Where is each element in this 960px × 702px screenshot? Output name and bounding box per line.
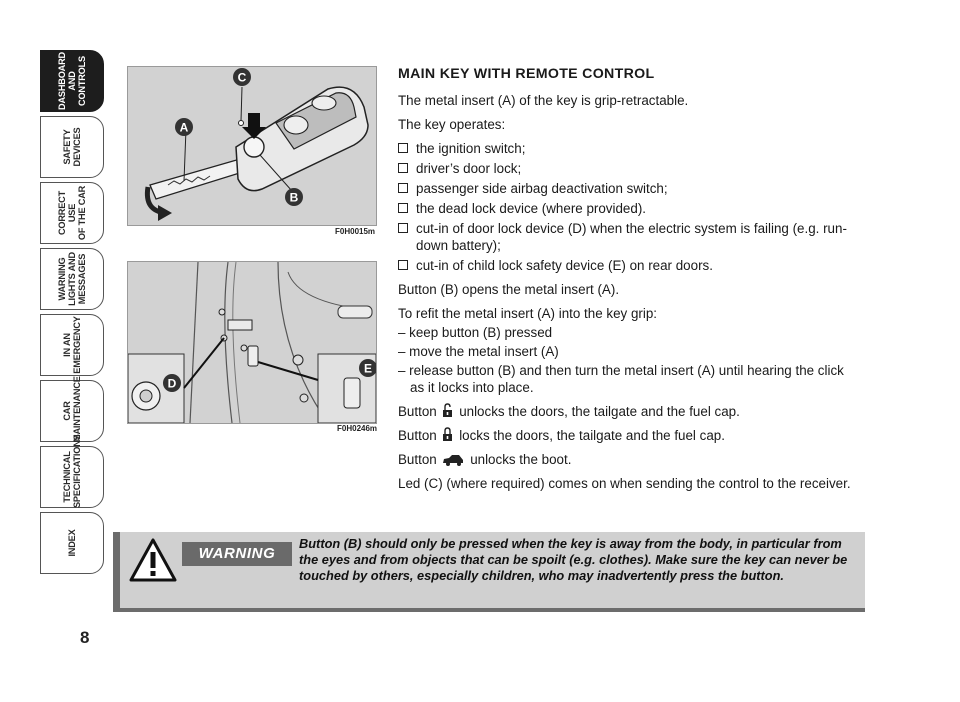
paragraph-lock: Button locks the doors, the tailgate and the fuel cap.: [398, 428, 725, 443]
paragraph: The key operates:: [398, 117, 506, 132]
checkbox-bullet-icon: [398, 223, 408, 233]
chapter-tabs: [40, 50, 104, 578]
paragraph-led: Led (C) (where required) comes on when sending the control to the receiver.: [398, 476, 851, 491]
label-e: E: [363, 361, 373, 376]
paragraph: To refit the metal insert (A) into the key grip:: [398, 306, 657, 321]
label-b: B: [289, 190, 299, 205]
list-item: driver’s door lock;: [398, 160, 860, 177]
list-item: cut-in of child lock safety device (E) on rear doors.: [398, 257, 860, 274]
refit-steps: [398, 324, 860, 396]
car-boot-icon: [442, 454, 464, 466]
warning-triangle-icon: [129, 538, 177, 582]
list-item: – keep button (B) pressed: [398, 325, 553, 340]
warning-label: WARNING: [182, 542, 292, 566]
list-item: passenger side airbag deactivation switch;: [398, 180, 860, 197]
label-c: C: [237, 70, 247, 85]
paragraph: Button (B) opens the metal insert (A).: [398, 282, 620, 297]
figure-key-illustration: [127, 66, 377, 226]
checkbox-bullet-icon: [398, 143, 408, 153]
section-heading: MAIN KEY WITH REMOTE CONTROL: [398, 66, 655, 82]
tab-index[interactable]: INDEX: [40, 512, 104, 578]
unlock-icon: [442, 403, 453, 418]
tab-car-maintenance[interactable]: CAR MAINTENANCE: [40, 380, 104, 446]
list-item: the ignition switch;: [398, 140, 860, 157]
list-item: cut-in of door lock device (D) when the electric system is failing (e.g. run-down battery);: [398, 220, 860, 254]
operates-list: [398, 140, 860, 274]
tab-correct-use[interactable]: CORRECT USE OF THE CAR: [40, 182, 104, 248]
figure-code-2: F0H0246m: [337, 424, 378, 433]
tab-dashboard-and-controls[interactable]: DASHBOARD AND CONTROLS: [40, 50, 104, 116]
tab-warning-lights[interactable]: WARNING LIGHTS AND MESSAGES: [40, 248, 104, 314]
figure-code-1: F0H0015m: [335, 227, 376, 236]
checkbox-bullet-icon: [398, 163, 408, 173]
checkbox-bullet-icon: [398, 260, 408, 270]
list-item: – move the metal insert (A): [398, 344, 559, 359]
warning-text: Button (B) should only be pressed when the key is away from the body, in particular from the eyes and from objects that can be spoilt (e.g. clothes). Make sure the key can never be touched by others, especially children, who may inadvertently press the button.: [299, 536, 848, 583]
figure-door-illustration: [127, 261, 377, 424]
checkbox-bullet-icon: [398, 203, 408, 213]
tab-technical-specifications[interactable]: TECHNICAL SPECIFICATIONS: [40, 446, 104, 512]
paragraph: The metal insert (A) of the key is grip-retractable.: [398, 93, 689, 108]
checkbox-bullet-icon: [398, 183, 408, 193]
list-item: the dead lock device (where provided).: [398, 200, 860, 217]
lock-icon: [442, 427, 453, 442]
tab-safety-devices[interactable]: SAFETY DEVICES: [40, 116, 104, 182]
list-item: – release button (B) and then turn the metal insert (A) until hearing the click as it locks into place.: [398, 363, 844, 395]
label-a: A: [179, 120, 189, 135]
main-text: [398, 66, 860, 499]
tab-in-an-emergency[interactable]: IN AN EMERGENCY: [40, 314, 104, 380]
label-d: D: [167, 376, 177, 391]
paragraph-boot: Button unlocks the boot.: [398, 452, 572, 467]
paragraph-unlock: Button unlocks the doors, the tailgate and the fuel cap.: [398, 404, 740, 419]
page-number: 8: [80, 628, 90, 647]
